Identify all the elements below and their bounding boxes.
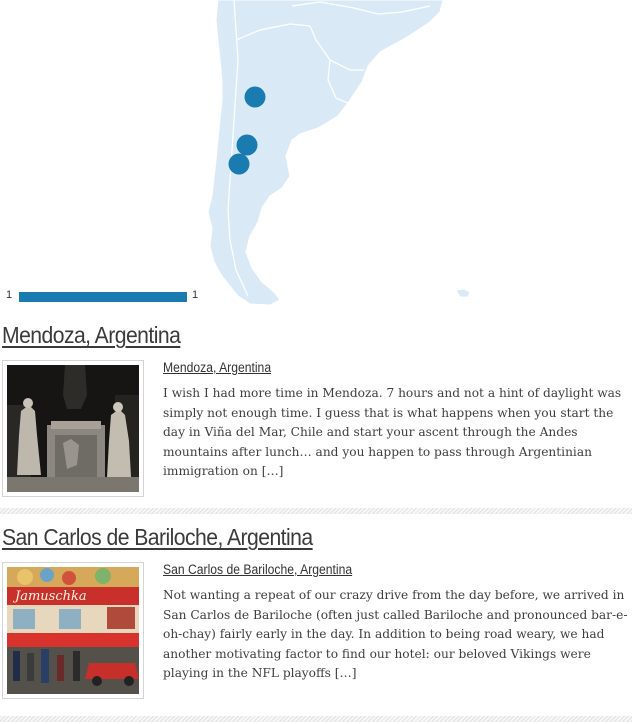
bariloche-marker-north[interactable] bbox=[237, 135, 258, 156]
post-bariloche bbox=[0, 524, 640, 720]
post-thumbnail[interactable] bbox=[2, 562, 144, 699]
post-title[interactable]: Mendoza, Argentina bbox=[2, 322, 181, 348]
legend-max-label: 1 bbox=[192, 289, 199, 301]
geo-map[interactable] bbox=[0, 0, 640, 318]
thumbnail-image bbox=[7, 365, 139, 492]
sign-text: Jamuschka bbox=[15, 589, 87, 604]
post-link[interactable]: San Carlos de Bariloche, Argentina bbox=[163, 562, 353, 577]
post-divider bbox=[0, 716, 632, 722]
bariloche-marker-south[interactable] bbox=[229, 154, 250, 175]
thumbnail-image bbox=[7, 567, 139, 694]
island-falklands bbox=[456, 289, 470, 297]
border-line bbox=[270, 196, 288, 220]
post-link[interactable]: Mendoza, Argentina bbox=[163, 360, 272, 375]
map-canvas bbox=[0, 0, 640, 318]
street-photo bbox=[7, 567, 139, 694]
post-excerpt: Not wanting a repeat of our crazy drive from the day before, we arrived in San Carlos de Bariloche (often just called Bariloche and pronounced bar-e-oh-chay) fairly early in the day. In addition to being road weary, we had another motivating factor to find our hotel: our beloved Vikings were playing in the NFL playoffs […] bbox=[163, 588, 628, 680]
monument-photo bbox=[7, 365, 139, 492]
legend-min-label: 1 bbox=[6, 289, 13, 301]
post-divider bbox=[0, 508, 632, 514]
post-title[interactable]: San Carlos de Bariloche, Argentina bbox=[2, 524, 313, 550]
post-mendoza bbox=[0, 322, 640, 512]
post-excerpt: I wish I had more time in Mendoza. 7 hours and not a hint of daylight was simply not enough time. I guess that is what happens when you start the day in Viña del Mar, Chile and start your ascent through the Andes mountains after lunch… and you happen to pass through Argentinian immigration on […] bbox=[163, 386, 622, 478]
post-thumbnail[interactable] bbox=[2, 360, 144, 497]
mendoza-marker[interactable] bbox=[245, 87, 266, 108]
legend-color-bar bbox=[19, 292, 187, 302]
